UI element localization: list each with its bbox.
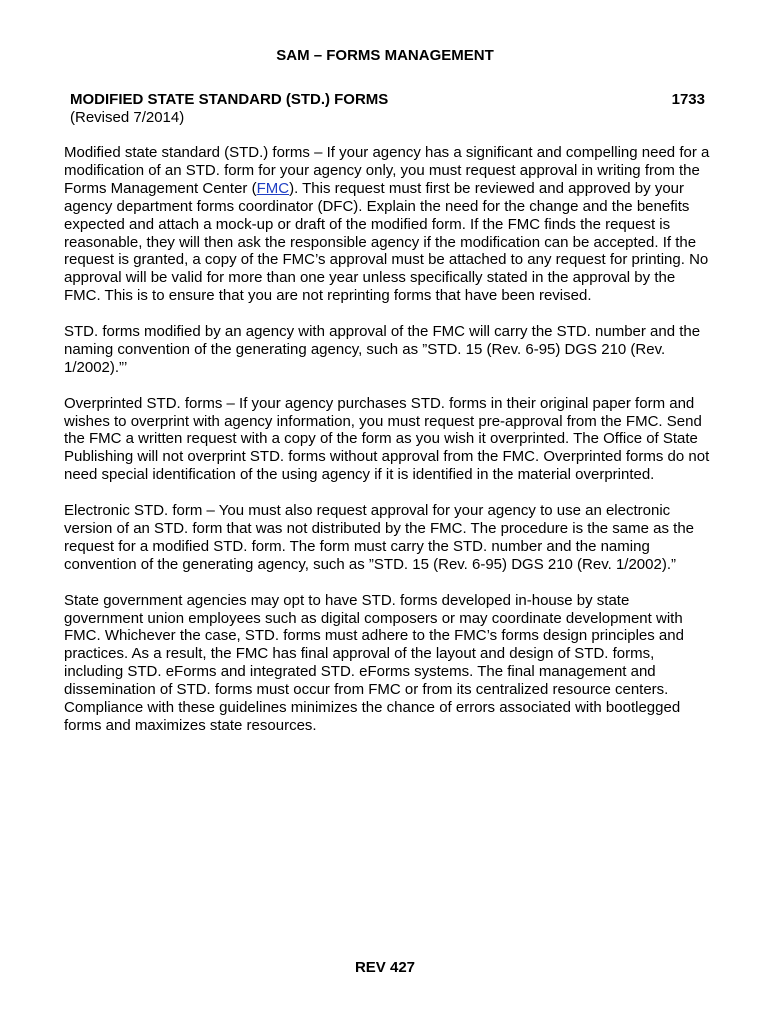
page-header-title: SAM – FORMS MANAGEMENT [276, 47, 494, 64]
paragraph-text: ). This request must first be reviewed and approved by your agency department forms coordinator (DFC). Explain the need for the change and the benefits expected and attach a mock-up or draft of the modified form. If the FMC finds the request is reasonable, they will then ask the responsible agency if the modification can be accepted. If the request is granted, a copy of the FMC’s approval must be attached to any request for printing. No approval will be valid for more than one year unless specifically stated in the approval by the FMC. This is to ensure that you are not reprinting forms that have been revised. [64, 179, 709, 305]
paragraph-electronic-forms: Electronic STD. form – You must also request approval for your agency to use an electronic version of an STD. form that was not distributed by the FMC. The procedure is the same as the request for a modified STD. form. The form must carry the STD. number and the naming convention of the generating agency, such as ”STD. 15 (Rev. 6-95) DGS 210 (Rev. 1/2002).” [64, 502, 695, 573]
page-footer-revision: REV 427 [354, 959, 416, 976]
document-body [64, 144, 712, 753]
paragraph-modified-forms [64, 144, 712, 305]
paragraph-text: Modified state standard (STD.) forms – If your agency has a significant and compelling need for a modification of an STD. form for your agency only, you must request approval in writing from the Forms Management Center ( [64, 144, 710, 197]
paragraph-naming-convention: STD. forms modified by an agency with approval of the FMC will carry the STD. number and the naming convention of the generating agency, such as ”STD. 15 (Rev. 6-95) DGS 210 (Rev. 1/2002).”’ [64, 323, 701, 376]
section-number: 1733 [671, 91, 705, 108]
section-heading: MODIFIED STATE STANDARD (STD.) FORMS [70, 91, 389, 108]
fmc-link[interactable]: FMC [256, 179, 290, 197]
paragraph-overprinted-forms: Overprinted STD. forms – If your agency purchases STD. forms in their original paper form and wishes to overprint with agency information, you must request pre-approval from the FMC. Send the FMC a written request with a copy of the form as you wish it overprinted. The Office of State Publishing will not overprint STD. forms without approval from the FMC. Overprinted forms do not need special identification of the using agency if it is identified in the material overprinted. [64, 394, 710, 484]
paragraph-in-house-development: State government agencies may opt to have STD. forms developed in-house by state government union employees such as digital composers or may coordinate development with FMC. Whichever the case, STD. forms must adhere to the FMC’s forms design principles and practices. As a result, the FMC has final approval of the layout and design of STD. forms, including STD. eForms and integrated STD. eForms systems. The final management and dissemination of STD. forms must occur from FMC or from its centralized resource centers. Compliance with these guidelines minimizes the chance of errors associated with bootlegged forms and maximizes state resources. [64, 591, 684, 734]
revision-date: (Revised 7/2014) [70, 109, 185, 126]
